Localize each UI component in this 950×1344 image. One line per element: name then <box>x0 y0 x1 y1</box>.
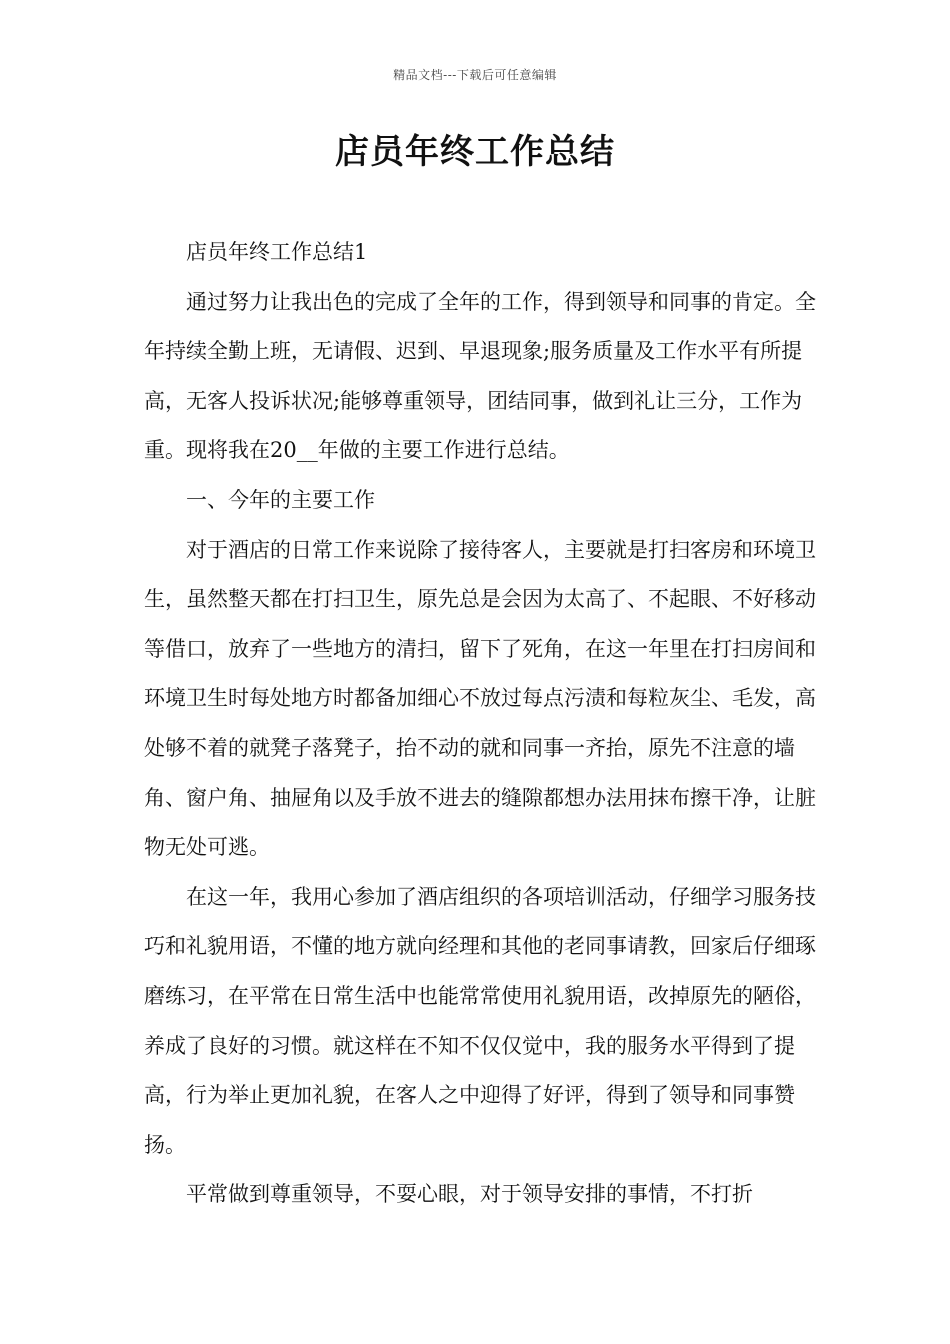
section-heading-summary-1: 店员年终工作总结1 <box>186 240 368 264</box>
header-note: 精品文档---下载后可任意编辑 <box>393 68 557 82</box>
document-body <box>144 228 824 1220</box>
section-heading-main-work: 一、今年的主要工作 <box>186 487 375 512</box>
paragraph-training: 在这一年，我用心参加了酒店组织的各项培训活动，仔细学习服务技巧和礼貌用语，不懂的地方就向经理和其他的老同事请教，回家后仔细琢磨练习，在平常在日常生活中也能常常使用礼貌用语，改掉原先的陋俗，养成了良好的习惯。就这样在不知不仅仅觉中，我的服务水平得到了提高，行为举止更加礼貌，在客人之中迎得了好评，得到了领导和同事赞扬。 <box>144 884 816 1157</box>
paragraph-respect: 平常做到尊重领导，不耍心眼，对于领导安排的事情，不打折 <box>186 1182 753 1207</box>
document-title: 店员年终工作总结 <box>335 132 615 172</box>
paragraph-intro: 通过努力让我出色的完成了全年的工作，得到领导和同事的肯定。全年持续全勤上班，无请假、迟到、早退现象;服务质量及工作水平有所提高，无客人投诉状况;能够尊重领导，团结同事，做到礼让三分，工作为重。现将我在20__年做的主要工作进行总结。 <box>144 289 816 463</box>
paragraph-cleaning: 对于酒店的日常工作来说除了接待客人，主要就是打扫客房和环境卫生，虽然整天都在打扫卫生，原先总是会因为太高了、不起眼、不好移动等借口，放弃了一些地方的清扫，留下了死角，在这一年里在打扫房间和环境卫生时每处地方时都备加细心不放过每点污渍和每粒灰尘、毛发，高处够不着的就凳子落凳子，抬不动的就和同事一齐抬，原先不注意的墙角、窗户角、抽屉角以及手放不进去的缝隙都想办法用抹布擦干净，让脏物无处可逃。 <box>144 537 816 860</box>
